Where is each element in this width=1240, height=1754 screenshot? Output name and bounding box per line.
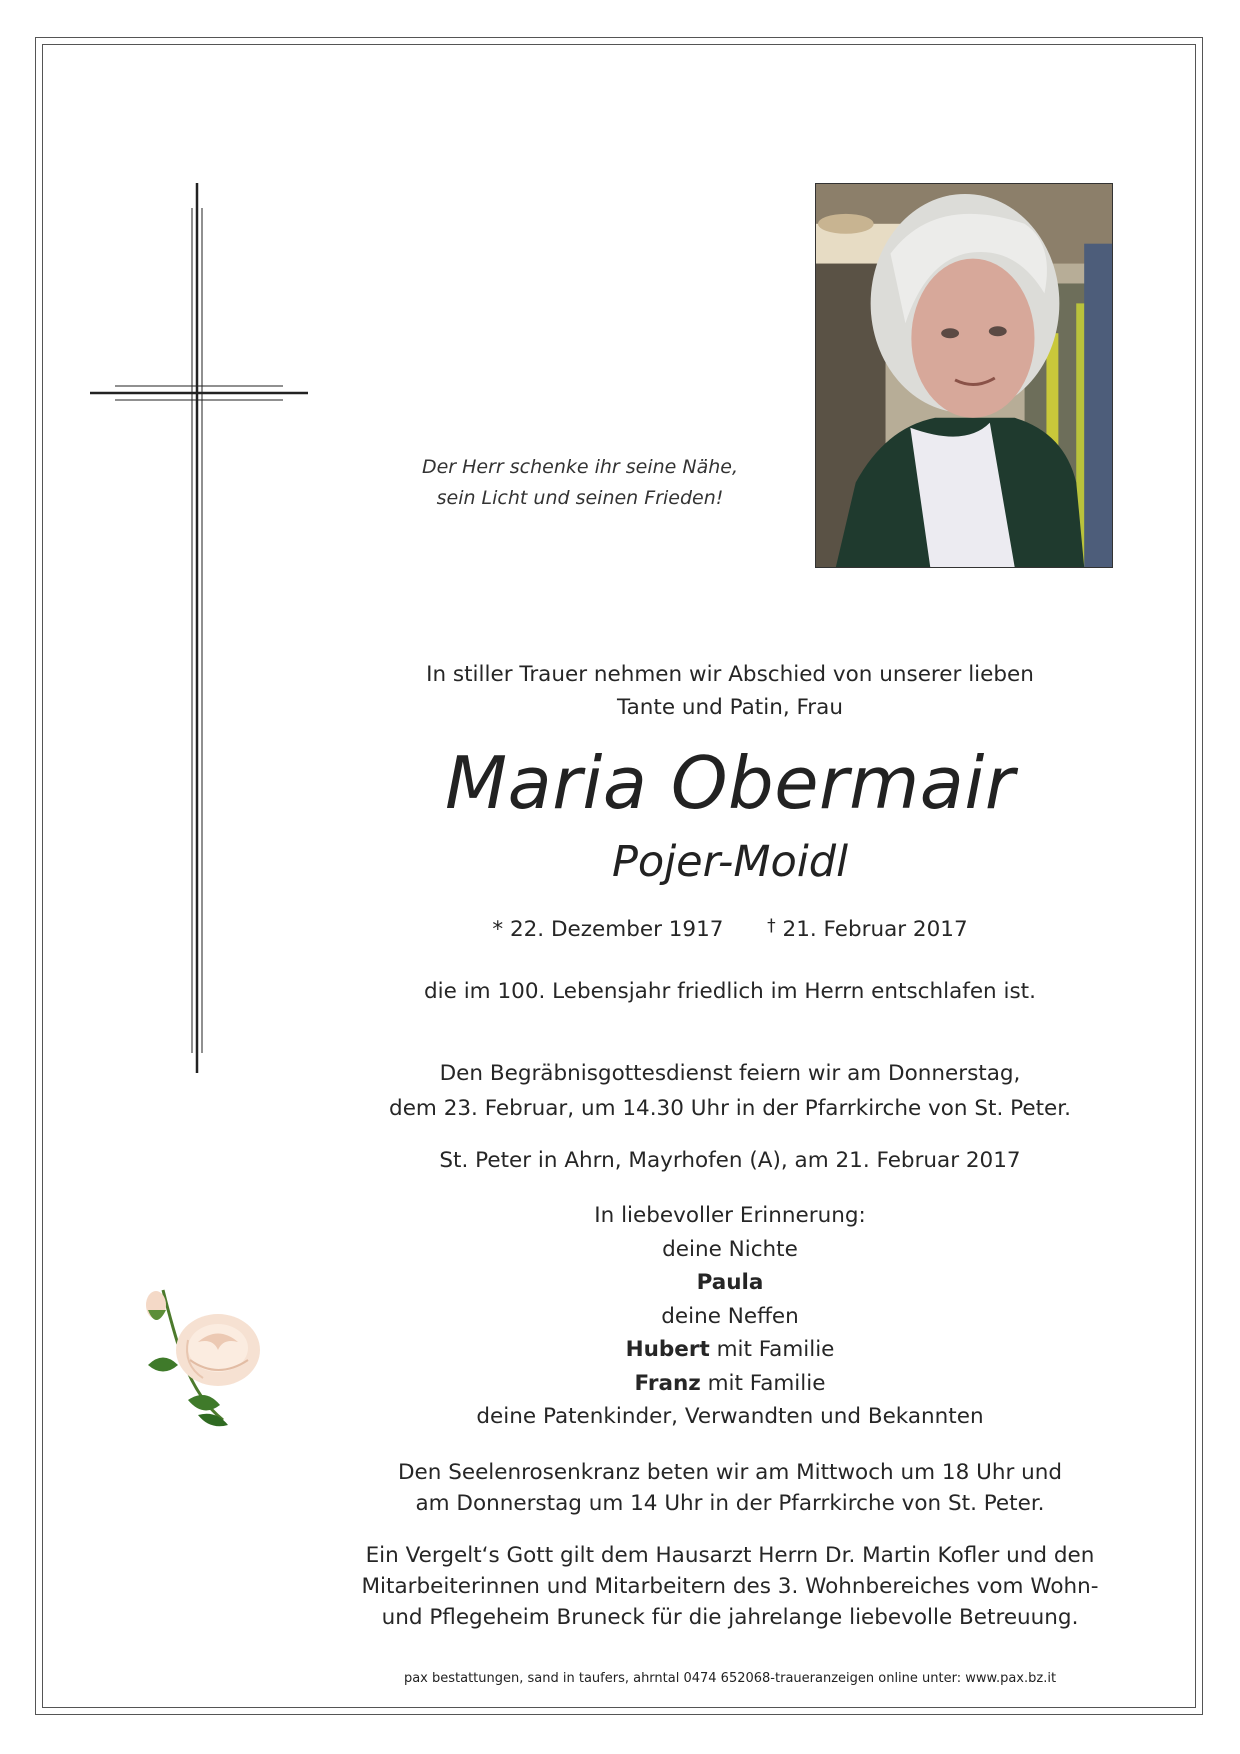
intro-line: In stiller Trauer nehmen wir Abschied von unserer lieben: [426, 662, 1034, 687]
rosary-line: Den Seelenrosenkranz beten wir am Mittwoch um 18 Uhr und: [397, 1460, 1063, 1485]
birth-date: * 22. Dezember 1917: [492, 917, 724, 942]
verse-line: sein Licht und seinen Frieden!: [436, 487, 724, 509]
thanks-line: und Pflegeheim Bruneck für die jahrelange liebevolle Betreuung.: [381, 1605, 1079, 1630]
nephews-label: deine Neffen: [661, 1303, 799, 1329]
thanks-notice: [350, 1540, 1110, 1633]
verse-line: Der Herr schenke ihr seine Nähe,: [421, 456, 739, 478]
thanks-line: Mitarbeiterinnen und Mitarbeitern des 3. Wohnbereiches vom Wohn-: [361, 1574, 1099, 1599]
portrait-photo: [815, 183, 1113, 568]
niece-label: deine Nichte: [662, 1236, 798, 1262]
nephew-entry: [350, 1333, 1110, 1367]
funeral-line: Den Begräbnisgottesdienst feiern wir am Donnerstag,: [439, 1061, 1021, 1086]
niece-name: Paula: [696, 1270, 764, 1295]
family-suffix: mit Familie: [700, 1370, 826, 1396]
thanks-line: Ein Vergelt‘s Gott gilt dem Hausarzt Herrn Dr. Martin Kofler und den: [365, 1543, 1095, 1568]
maiden-name: Pojer-Moidl: [611, 837, 849, 887]
rosary-line: am Donnerstag um 14 Uhr in der Pfarrkirche von St. Peter.: [415, 1491, 1045, 1516]
nephew-name: Hubert: [625, 1337, 710, 1362]
place-date: St. Peter in Ahrn, Mayrhofen (A), am 21. Februar 2017: [439, 1148, 1021, 1173]
deceased-name: Maria Obermair: [445, 741, 1015, 825]
family-suffix: mit Familie: [709, 1337, 835, 1362]
intro-line: Tante und Patin, Frau: [617, 695, 843, 720]
life-dates: [350, 912, 1110, 949]
nephew-entry: [350, 1367, 1110, 1401]
age-text: die im 100. Lebensjahr friedlich im Herrn entschlafen ist.: [424, 979, 1036, 1004]
rosary-notice: [350, 1457, 1110, 1519]
death-symbol: †: [767, 916, 776, 936]
intro: [350, 658, 1110, 724]
death-date: 21. Februar 2017: [782, 917, 968, 942]
funeral-line: dem 23. Februar, um 14.30 Uhr in der Pfarrkirche von St. Peter.: [389, 1096, 1071, 1121]
rose-icon: [128, 1270, 278, 1430]
mourners-heading: In liebevoller Erinnerung:: [594, 1203, 866, 1228]
others-line: deine Patenkinder, Verwandten und Bekannten: [476, 1404, 984, 1429]
verse: [380, 452, 780, 514]
footer: pax bestattungen, sand in taufers, ahrntal 0474 652068-traueranzeigen online unter: www.pax.bz.it: [403, 1671, 1057, 1686]
cross-icon: [90, 183, 308, 1073]
funeral-notice: [350, 1056, 1110, 1126]
mourners: [350, 1199, 1110, 1434]
nephew-name: Franz: [634, 1370, 701, 1396]
